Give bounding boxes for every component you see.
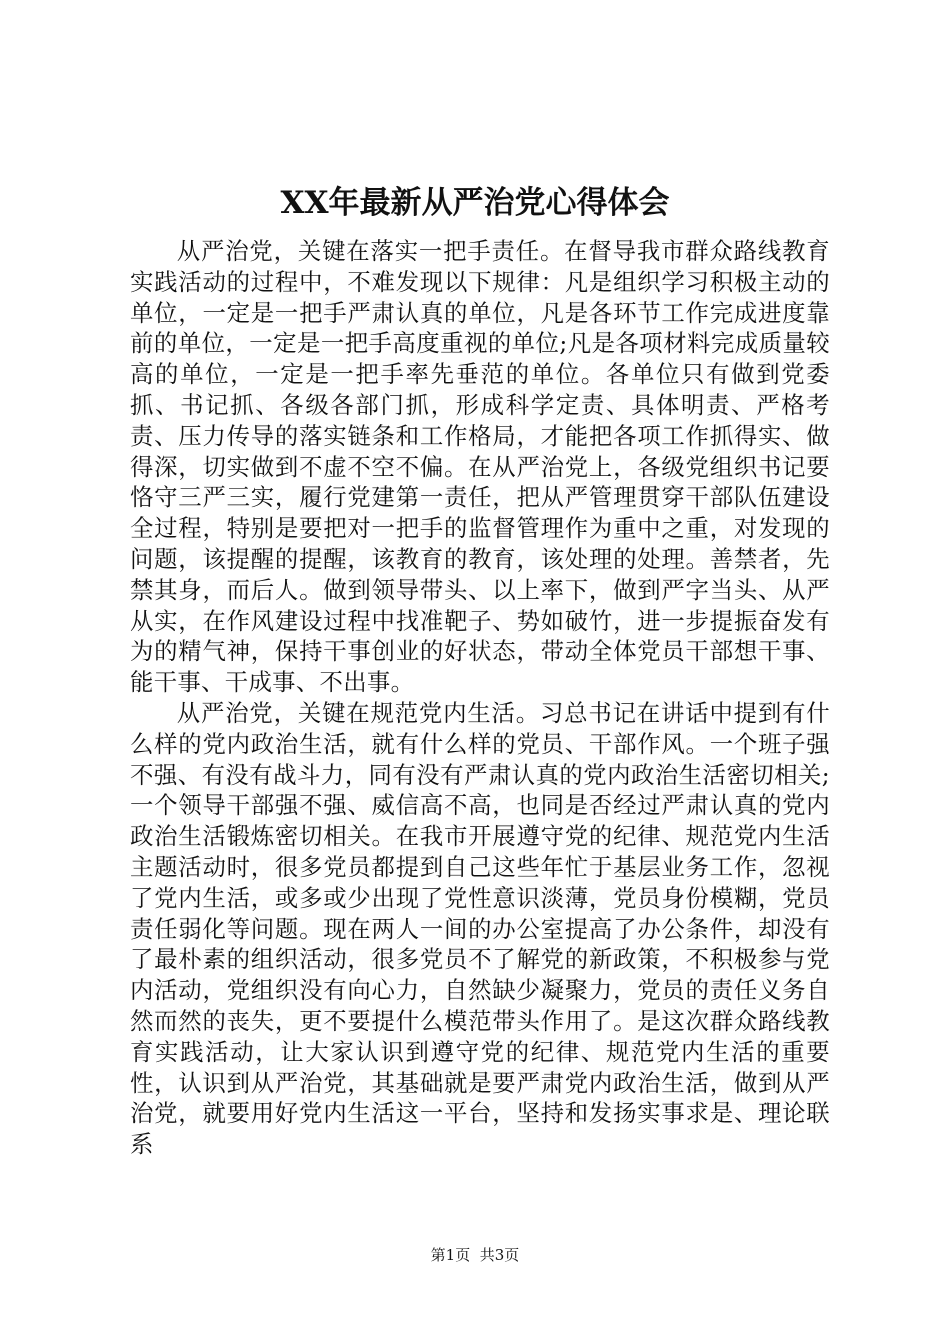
page-total: 共3页 [479,1246,520,1264]
document-title: XX年最新从严治党心得体会 [280,185,670,221]
page-footer [0,1245,950,1265]
document-body [130,236,830,1160]
paragraph-1: 从严治党，关键在落实一把手责任。在督导我市群众路线教育实践活动的过程中，不难发现以下规律：凡是组织学习积极主动的单位，一定是一把手严肃认真的单位，凡是各环节工作完成进度靠前的单位，一定是一把手高度重视的单位;凡是各项材料完成质量较高的单位，一定是一把手率先垂范的单位。各单位只有做到党委抓、书记抓、各级各部门抓，形成科学定责、具体明责、严格考责、压力传导的落实链条和工作格局，才能把各项工作抓得实、做得深，切实做到不虚不空不偏。在从严治党上，各级党组织书记要恪守三严三实，履行党建第一责任，把从严管理贯穿干部队伍建设全过程，特别是要把对一把手的监督管理作为重中之重，对发现的问题，该提醒的提醒，该教育的教育，该处理的处理。善禁者，先禁其身，而后人。做到领导带头、以上率下，做到严字当头、从严从实，在作风建设过程中找准靶子、势如破竹，进一步提振奋发有为的精气神，保持干事创业的好状态，带动全体党员干部想干事、能干事、干成事、不出事。 [130,237,830,697]
footer-spacer [470,1246,480,1264]
page-number: 第1页 [430,1246,471,1264]
paragraph-2: 从严治党，关键在规范党内生活。习总书记在讲话中提到有什么样的党内政治生活，就有什么样的党员、干部作风。一个班子强不强、有没有战斗力，同有没有严肃认真的党内政治生活密切相关;一个领导干部强不强、威信高不高，也同是否经过严肃认真的党内政治生活锻炼密切相关。在我市开展遵守党的纪律、规范党内生活主题活动时，很多党员都提到自己这些年忙于基层业务工作，忽视了党内生活，或多或少出现了党性意识淡薄，党员身份模糊，党员责任弱化等问题。现在两人一间的办公室提高了办公条件，却没有了最朴素的组织活动，很多党员不了解党的新政策，不积极参与党内活动，党组织没有向心力，自然缺少凝聚力，党员的责任义务自然而然的丧失，更不要提什么模范带头作用了。是这次群众路线教育实践活动，让大家认识到遵守党的纪律、规范党内生活的重要性，认识到从严治党，其基础就是要严肃党内政治生活，做到从严治党，就要用好党内生活这一平台，坚持和发扬实事求是、理论联系 [130,698,830,1159]
